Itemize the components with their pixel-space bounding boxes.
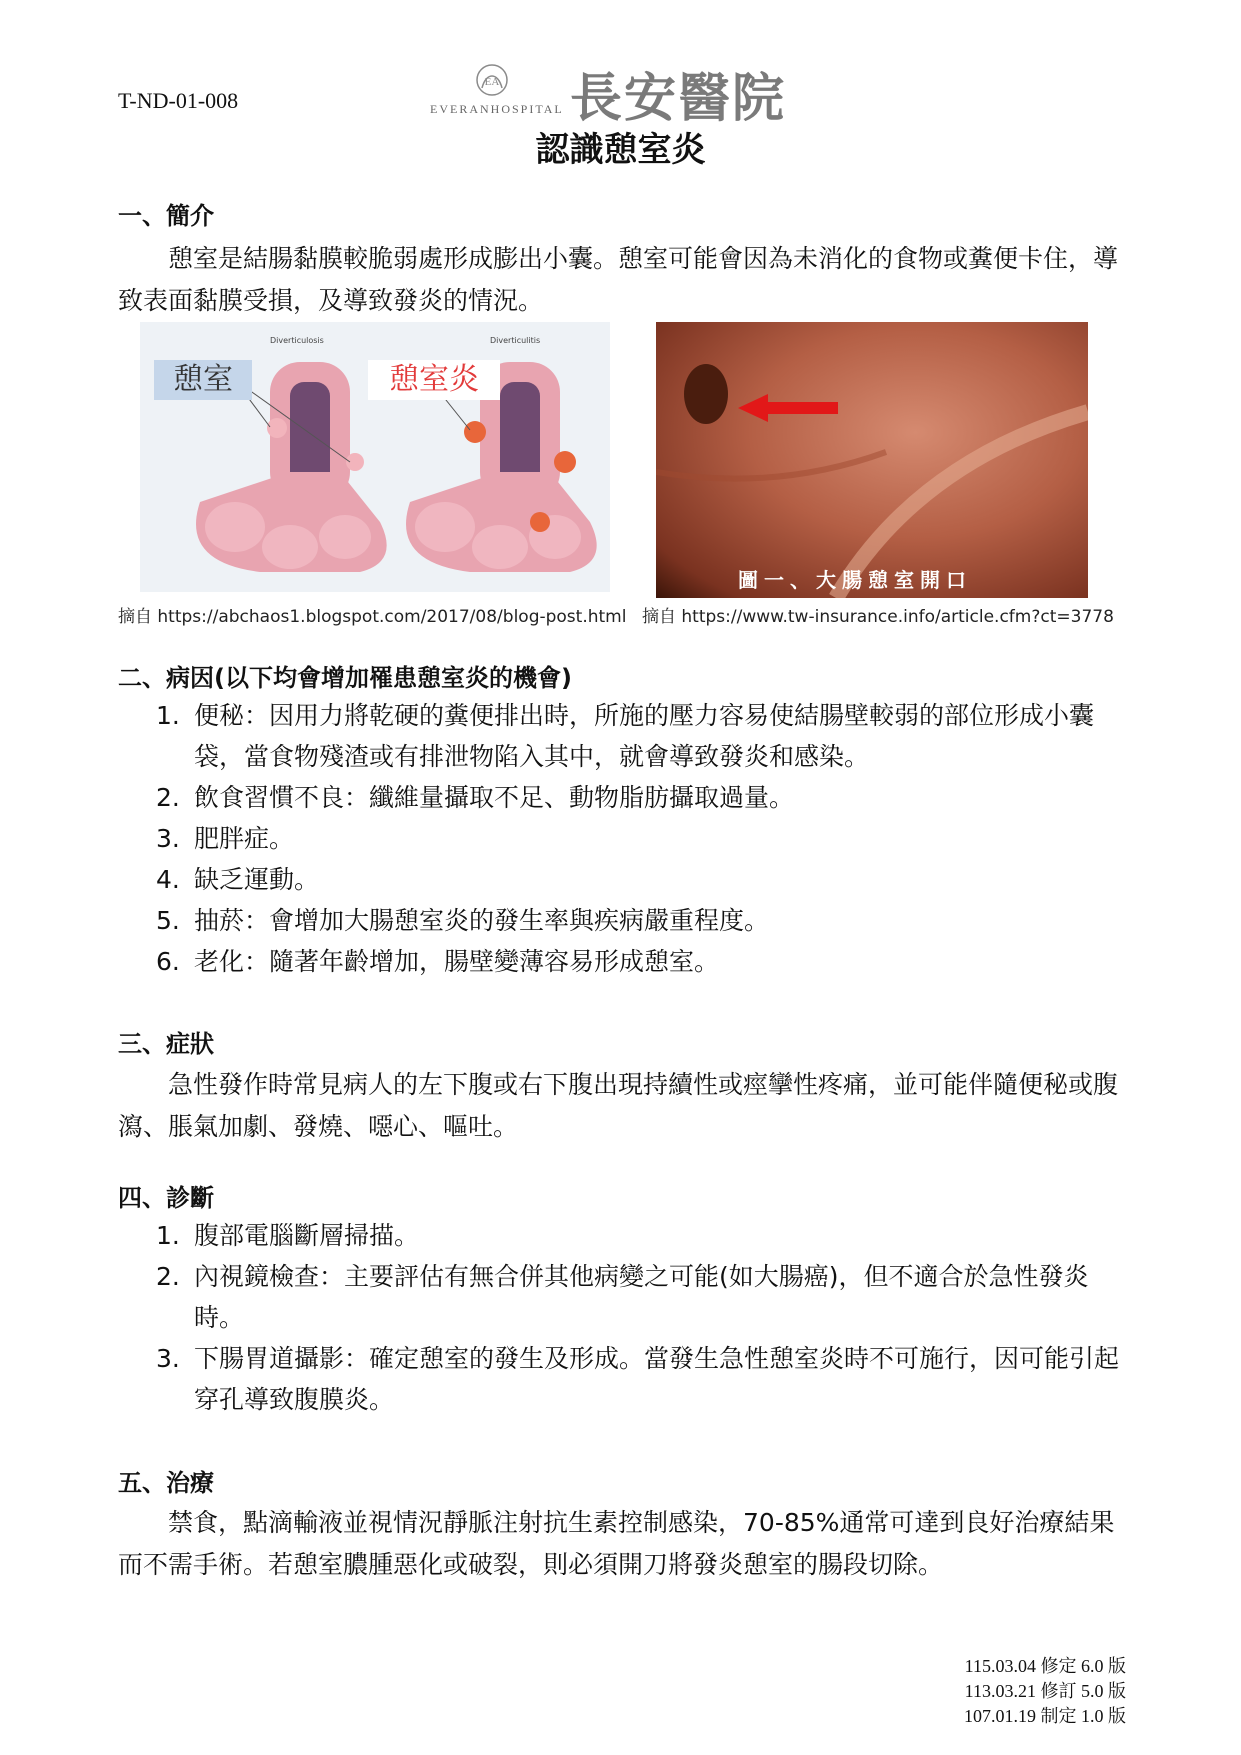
right-figure-caption: 摘自 https://www.tw-insurance.info/article.cfm?ct=3778 (642, 607, 1114, 627)
endoscopy-scene (656, 322, 1088, 598)
revision-line: 107.01.19 制定 1.0 版 (964, 1706, 1126, 1726)
causes-list (148, 695, 1128, 982)
list-item: 3. 肥胖症。 (156, 824, 295, 853)
intro-text: 憩室是結腸黏膜較脆弱處形成膨出小囊。憩室可能會因為未消化的食物或糞便卡住，導致表面黏膜受損，及導致發炎的情況。 (118, 244, 1119, 315)
page-title: 認識憩室炎 (535, 130, 706, 170)
hospital-emblem-icon (472, 60, 512, 100)
logo-chinese-name: 長安醫院 (570, 69, 787, 129)
causes-heading: 二、病因(以下均會增加罹患憩室炎的機會) (118, 664, 572, 692)
diverticulosis-label: 憩室 (154, 360, 252, 400)
endoscopy-photo (656, 322, 1088, 598)
logo-english-name: EVERANHOSPITAL (430, 102, 564, 116)
list-item: 5. 抽菸：會增加大腸憩室炎的發生率與疾病嚴重程度。 (156, 906, 770, 935)
endoscopy-overlay-caption: 圖一、大腸憩室開口 (738, 568, 972, 592)
list-item: 2. 內視鏡檢查：主要評估有無合併其他病變之可能(如大腸癌)，但不適合於急性發炎時。 (156, 1262, 1089, 1332)
diagnosis-list (148, 1215, 1128, 1420)
document-code: T-ND-01-008 (118, 88, 239, 113)
list-item: 6. 老化：隨著年齡增加，腸壁變薄容易形成憩室。 (156, 947, 720, 976)
list-item: 2. 飲食習慣不良：纖維量攝取不足、動物脂肪攝取過量。 (156, 783, 795, 812)
hospital-logo (424, 56, 844, 129)
diverticula-diagram (140, 322, 610, 592)
treatment-heading: 五、治療 (118, 1469, 214, 1497)
list-item: 1. 腹部電腦斷層掃描。 (156, 1221, 420, 1250)
treatment-text: 禁食，點滴輸液並視情況靜脈注射抗生素控制感染，70-85%通常可達到良好治療結果而不需手術。若憩室膿腫惡化或破裂，則必須開刀將發炎憩室的腸段切除。 (118, 1508, 1115, 1579)
list-item: 4. 缺乏運動。 (156, 865, 320, 894)
diverticulitis-label: 憩室炎 (368, 360, 500, 400)
intro-heading: 一、簡介 (118, 202, 214, 230)
symptoms-text: 急性發作時常見病人的左下腹或右下腹出現持續性或痙攣性疼痛，並可能伴隨便秘或腹瀉、脹氣加劇、發燒、噁心、嘔吐。 (118, 1070, 1119, 1141)
left-figure-caption: 摘自 https://abchaos1.blogspot.com/2017/08/blog-post.html (118, 607, 627, 627)
list-item: 3. 下腸胃道攝影：確定憩室的發生及形成。當發生急性憩室炎時不可施行，因可能引起穿孔導致腹膜炎。 (156, 1344, 1120, 1414)
diagnosis-heading: 四、診斷 (118, 1184, 214, 1212)
list-item: 1. 便秘：因用力將乾硬的糞便排出時，所施的壓力容易使結腸壁較弱的部位形成小囊袋，當食物殘渣或有排泄物陷入其中，就會導致發炎和感染。 (156, 701, 1095, 771)
diverticulitis-small-label: Diverticulitis (490, 336, 541, 345)
revision-line: 115.03.04 修定 6.0 版 (964, 1656, 1126, 1676)
diverticulosis-small-label: Diverticulosis (270, 336, 324, 345)
symptoms-heading: 三、症狀 (118, 1030, 214, 1058)
svg-text:EA: EA (484, 76, 500, 88)
revision-line: 113.03.21 修訂 5.0 版 (964, 1681, 1126, 1701)
revision-history (920, 1654, 1126, 1729)
